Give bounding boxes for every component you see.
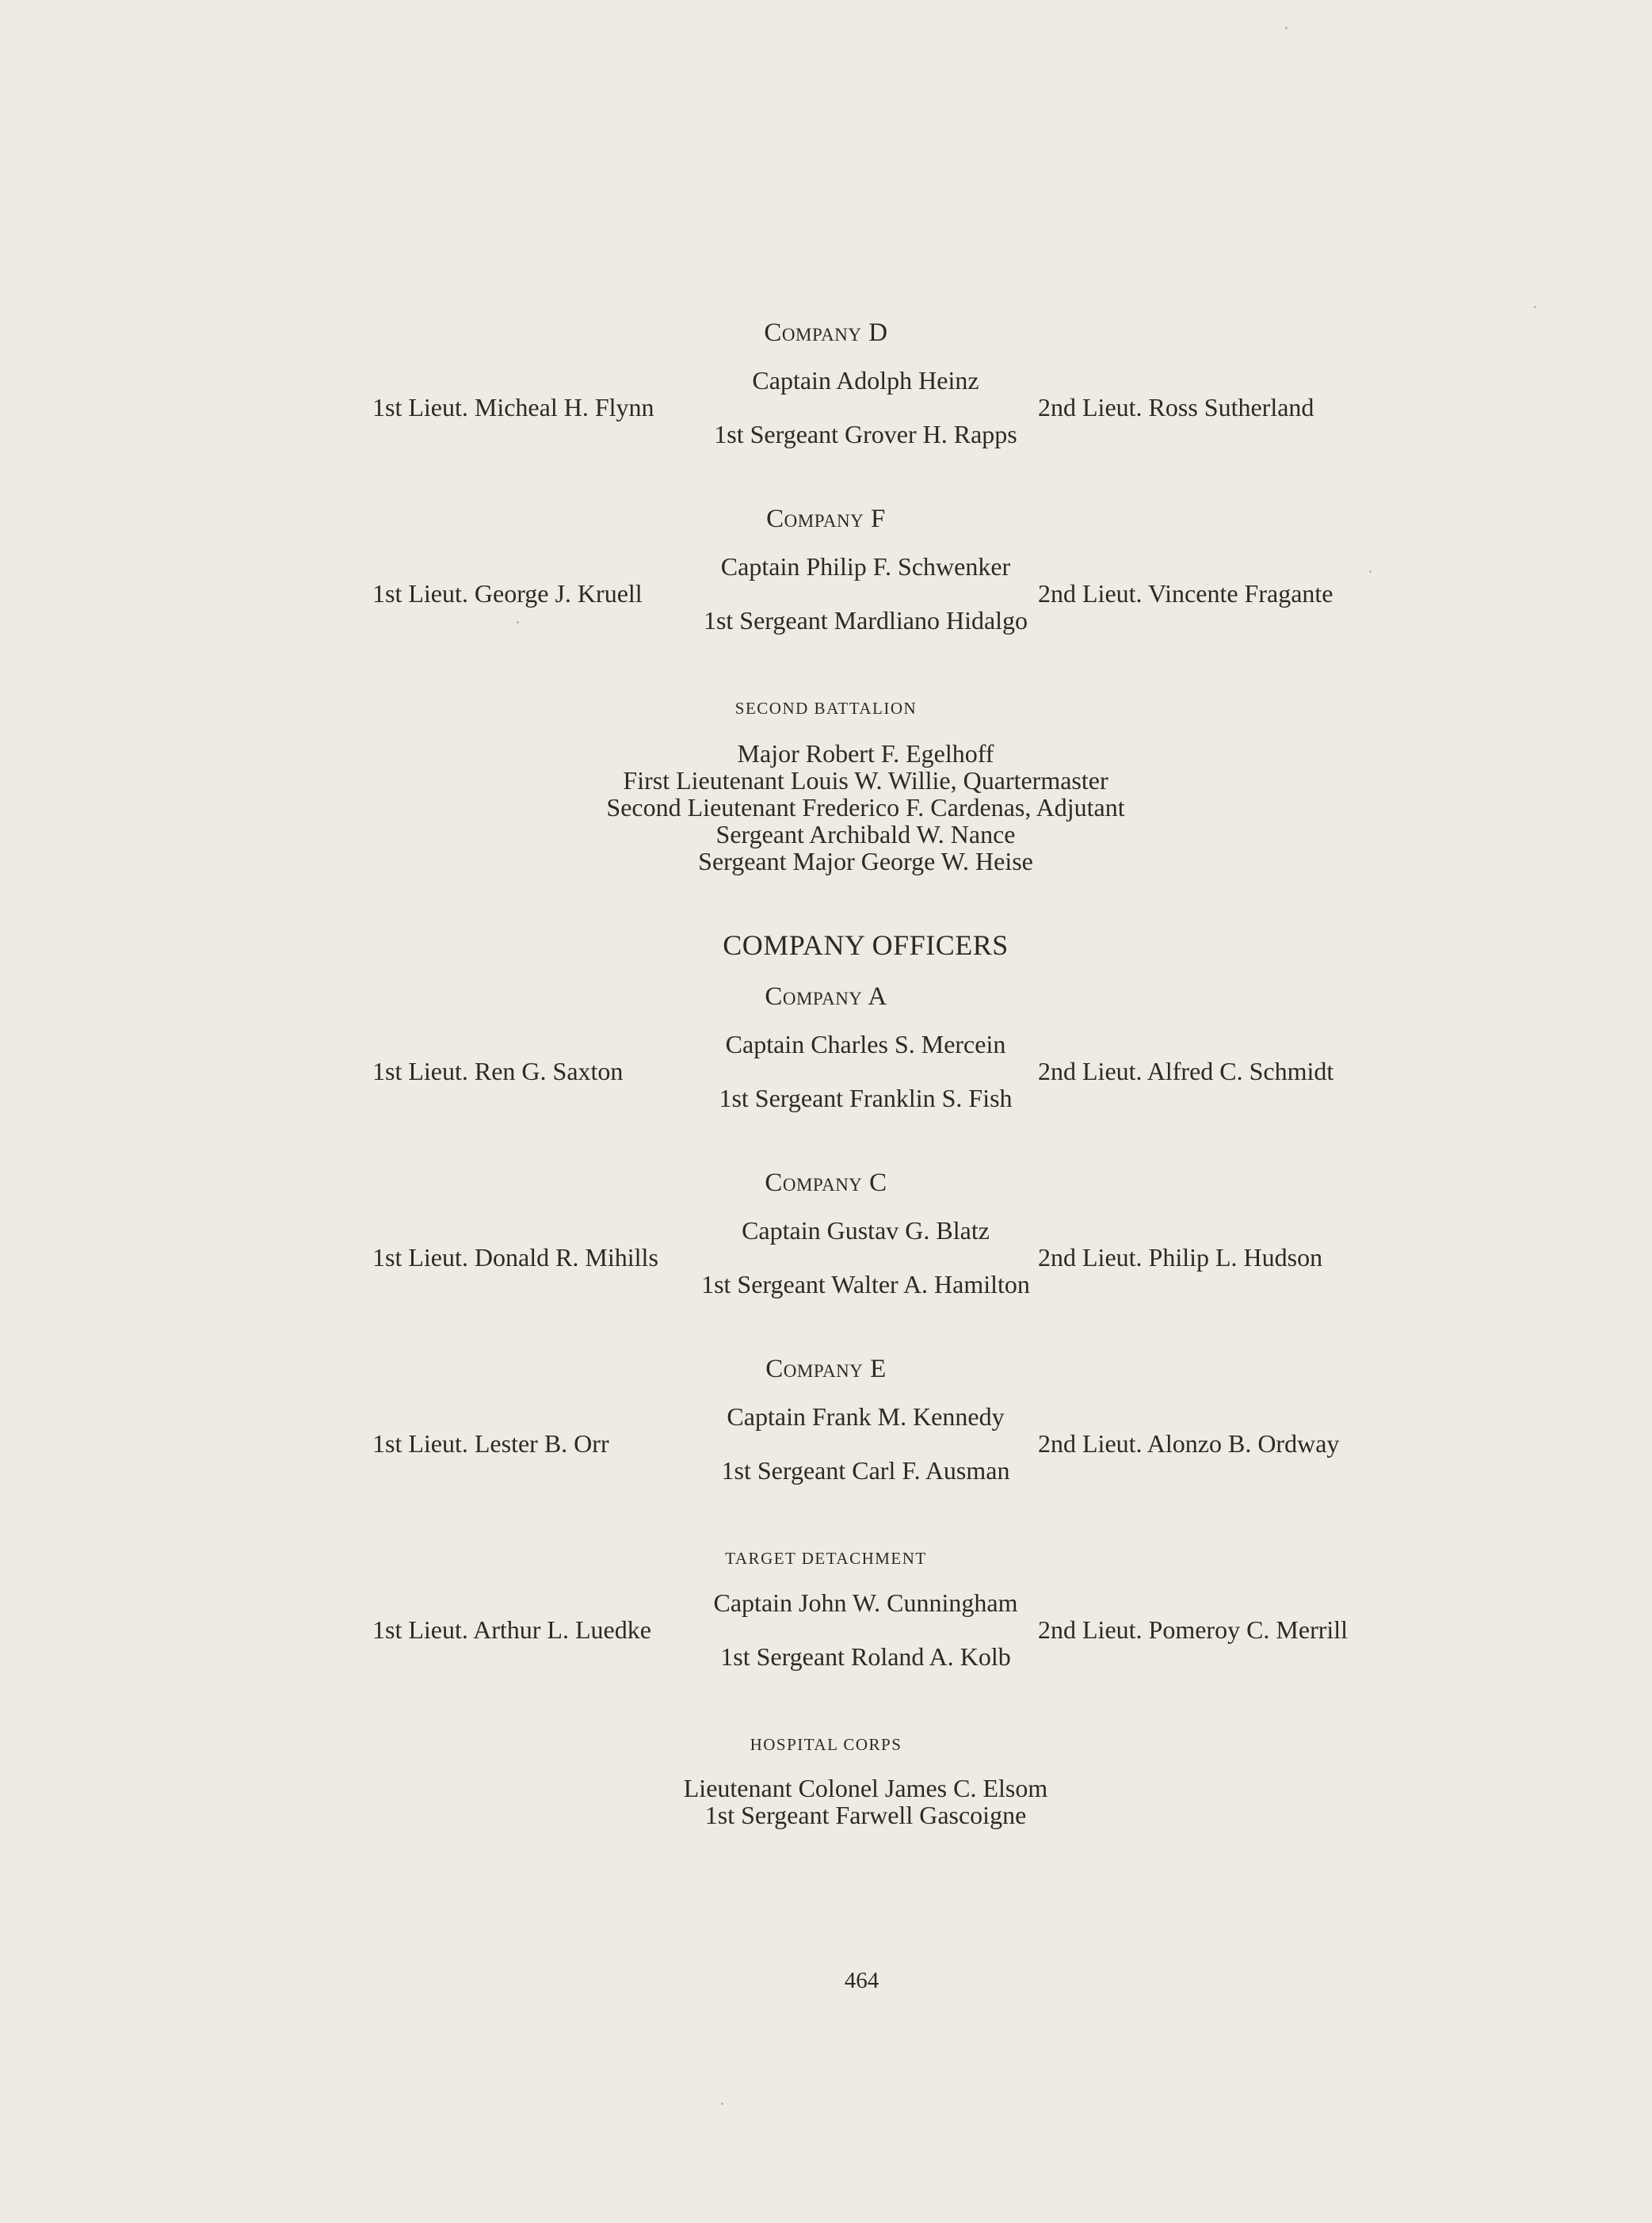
target-detachment-heading: TARGET DETACHMENT: [725, 1549, 927, 1568]
target-detachment-captain: Captain John W. Cunningham: [713, 1588, 1018, 1617]
company-d-captain: Captain Adolph Heinz: [752, 366, 979, 395]
target-detachment-second-lieut: 2nd Lieut. Pomeroy C. Merrill: [1038, 1615, 1349, 1644]
second-battalion-adjutant: Second Lieutenant Frederico F. Cardenas, Adjutant: [606, 793, 1125, 822]
company-e-sergeant: 1st Sergeant Carl F. Ausman: [721, 1456, 1010, 1485]
target-detachment-first-lieut: 1st Lieut. Arthur L. Luedke: [372, 1615, 651, 1644]
company-d-sergeant: 1st Sergeant Grover H. Rapps: [714, 420, 1017, 448]
hospital-corps-sergeant: 1st Sergeant Farwell Gascoigne: [704, 1801, 1027, 1829]
company-c-heading: Company C: [765, 1169, 887, 1197]
company-e-captain: Captain Frank M. Kennedy: [727, 1402, 1005, 1431]
company-a-captain: Captain Charles S. Mercein: [725, 1030, 1006, 1058]
company-f-second-lieut: 2nd Lieut. Vincente Fragante: [1038, 579, 1333, 608]
company-c-captain: Captain Gustav G. Blatz: [742, 1216, 990, 1245]
company-d-second-lieut: 2nd Lieut. Ross Sutherland: [1038, 393, 1314, 421]
second-battalion-major: Major Robert F. Egelhoff: [737, 739, 994, 768]
company-e-second-lieut: 2nd Lieut. Alonzo B. Ordway: [1038, 1429, 1340, 1458]
company-e-first-lieut: 1st Lieut. Lester B. Orr: [372, 1429, 609, 1458]
second-battalion-sergeant: Sergeant Archibald W. Nance: [715, 820, 1016, 848]
target-detachment-sergeant: 1st Sergeant Roland A. Kolb: [720, 1642, 1011, 1671]
company-f-captain: Captain Philip F. Schwenker: [720, 552, 1011, 581]
company-c-second-lieut: 2nd Lieut. Philip L. Hudson: [1038, 1243, 1323, 1272]
company-f-heading: Company F: [766, 505, 886, 533]
company-a-first-lieut: 1st Lieut. Ren G. Saxton: [372, 1057, 624, 1085]
company-a-heading: Company A: [765, 982, 887, 1011]
company-f-first-lieut: 1st Lieut. George J. Kruell: [372, 579, 643, 608]
company-e-heading: Company E: [765, 1355, 887, 1383]
paper-speck: [1369, 570, 1372, 573]
hospital-corps-colonel: Lieutenant Colonel James C. Elsom: [683, 1774, 1048, 1802]
company-a-sergeant: 1st Sergeant Franklin S. Fish: [719, 1084, 1013, 1112]
company-c-first-lieut: 1st Lieut. Donald R. Mihills: [372, 1243, 658, 1272]
company-d-heading: Company D: [764, 318, 888, 347]
second-battalion-quartermaster: First Lieutenant Louis W. Willie, Quartermaster: [623, 766, 1108, 795]
second-battalion-sergeant-major: Sergeant Major George W. Heise: [698, 847, 1033, 875]
paper-speck: [1534, 306, 1536, 308]
second-battalion-heading: SECOND BATTALION: [734, 699, 918, 718]
company-a-second-lieut: 2nd Lieut. Alfred C. Schmidt: [1038, 1057, 1334, 1085]
hospital-corps-heading: HOSPITAL CORPS: [750, 1735, 902, 1754]
paper-speck: [721, 2103, 723, 2105]
company-c-sergeant: 1st Sergeant Walter A. Hamilton: [701, 1270, 1030, 1298]
paper-speck: [517, 621, 519, 623]
page-number: 464: [844, 1968, 879, 1993]
company-f-sergeant: 1st Sergeant Mardliano Hidalgo: [703, 606, 1028, 635]
paper-speck: [1285, 27, 1288, 29]
company-d-first-lieut: 1st Lieut. Micheal H. Flynn: [372, 393, 654, 421]
company-officers-heading: COMPANY OFFICERS: [723, 929, 1009, 961]
